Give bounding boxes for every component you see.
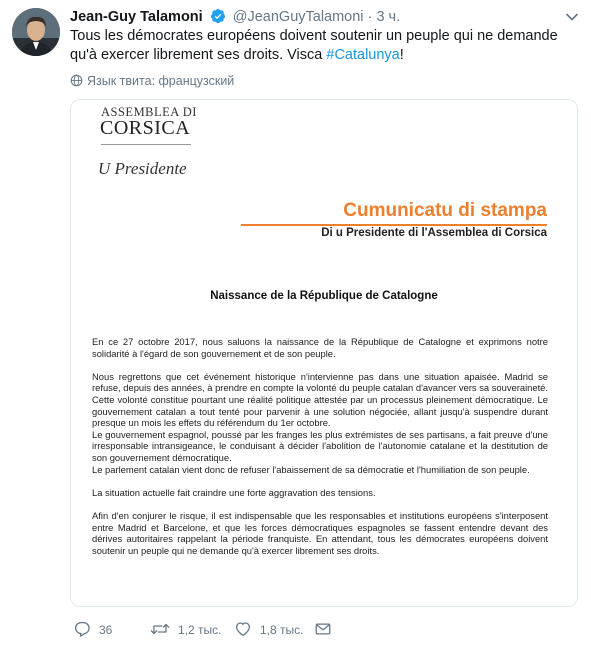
document-paragraph: La situation actuelle fait craindre une forte aggravation des tensions. [92, 486, 376, 498]
document-paragraph: Nous regrettons que cet événement historique n'intervienne pas dans une situation apaisée. Madrid se refuse, depuis des années, à prendre en compte la volonté du peuple catalan d'avancer vers sa souveraineté. Cette volonté constitue pourtant une réalité politique attestée par un processus pleinement démocratique. Le gouvernement catalan a tout tenté pour parvenir à une solution négociée, allant jusqu'à suspendre durant presque un mois les effets du référendum du 1er octobre. [92, 370, 548, 429]
avatar[interactable] [12, 8, 60, 56]
logo-corsica: CORSICA [100, 117, 191, 139]
logo-divider [101, 144, 191, 145]
press-release-subtitle: Di u Presidente di l'Assemblea di Corsica [321, 227, 547, 239]
chevron-down-icon [565, 10, 579, 24]
heart-icon [234, 620, 252, 638]
document-title: Naissance de la République de Catalogne [210, 290, 438, 302]
like-button[interactable] [234, 620, 303, 640]
logo-assemblea: ASSEMBLEA DI [101, 105, 197, 119]
document-paragraph: Afin d'en conjurer le risque, il est indispensable que les responsables et institutions européens s'interposent entre Madrid et Barcelone, et que les forces démocratiques espagnoles se fassent entendre devant des dérives autoritaires rappelant la période franquiste. En attendant, tous les démocrates européens doivent soutenir un peuple qui ne demande qu'à exercer librement ses droits. [92, 509, 548, 556]
globe-icon [70, 74, 83, 87]
reply-count: 36 [99, 623, 113, 637]
avatar-portrait-icon [12, 8, 60, 56]
tweet-text [70, 27, 570, 65]
envelope-icon [314, 620, 332, 638]
retweet-count: 1,2 тыс. [178, 623, 222, 637]
hashtag-link[interactable]: #Catalunya [326, 47, 400, 63]
document-paragraph: Le gouvernement espagnol, poussé par les franges les plus extrémistes de ses partisans, a fait preuve d'une irresponsable intransigeance, le conduisant à décider l'abolition de l'autonomie catalane et la destitution de son gouvernement démocratique. [92, 428, 548, 463]
president-signature: U Presidente [98, 159, 187, 178]
press-release-title: Cumunicatu di stampa [343, 200, 547, 221]
tweet-text-end: ! [399, 47, 404, 63]
reply-icon [73, 620, 91, 638]
reply-button[interactable] [73, 620, 112, 640]
more-options-button[interactable] [565, 10, 579, 24]
retweet-icon [150, 620, 170, 638]
document-paragraph: En ce 27 octobre 2017, nous saluons la naissance de la République de Catalogne et exprimons notre solidarité à l'égard de son gouvernement et de son peuple. [92, 336, 548, 359]
author-handle[interactable]: @JeanGuyTalamoni [232, 9, 364, 25]
tweet-header [70, 7, 400, 27]
press-release-document [71, 100, 577, 606]
direct-message-button[interactable] [314, 620, 332, 640]
author-name[interactable]: Jean-Guy Talamoni [70, 9, 203, 25]
press-release-rule [241, 224, 547, 226]
document-paragraph: Le parlement catalan vient donc de refuser l'abaissement de sa démocratie et l'humiliation de son peuple. [92, 463, 530, 475]
like-count: 1,8 тыс. [260, 623, 304, 637]
retweet-button[interactable] [150, 620, 221, 640]
separator-dot: · [367, 9, 373, 25]
tweet-text-body: Tous les démocrates européens doivent soutenir un peuple qui ne demande qu'à exercer librement ses droits. Visca [70, 28, 558, 63]
document-body [92, 336, 548, 568]
tweet-language-label: Язык твита: французский [87, 74, 235, 88]
attached-image[interactable] [70, 99, 578, 607]
tweet-language-link[interactable] [70, 73, 234, 89]
tweet-timestamp[interactable]: 3 ч. [376, 9, 401, 25]
